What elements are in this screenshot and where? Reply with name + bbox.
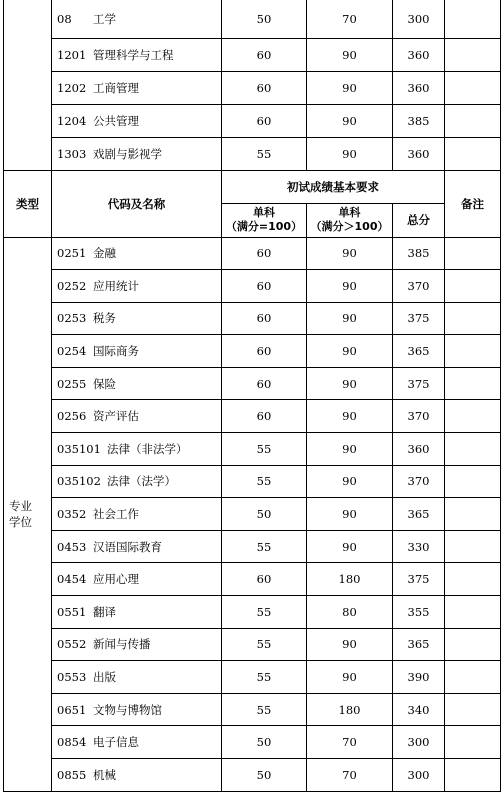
remark-cell (445, 302, 501, 335)
code-name-cell (52, 759, 222, 792)
program-code: 0254 (57, 344, 87, 359)
program-name: 税务 (93, 311, 116, 326)
score-single-over-100: 90 (307, 433, 393, 466)
score-single-over-100: 90 (307, 302, 393, 335)
code-name-cell (52, 270, 222, 303)
remark-cell (445, 563, 501, 596)
code-name-cell (52, 465, 222, 498)
code-name-cell (52, 628, 222, 661)
type-cell-academic (4, 0, 52, 170)
remark-cell (445, 71, 501, 104)
score-single-100: 60 (222, 71, 307, 104)
score-total: 360 (393, 137, 445, 170)
score-total: 330 (393, 530, 445, 563)
score-total: 365 (393, 335, 445, 368)
score-single-100: 55 (222, 433, 307, 466)
remark-cell (445, 693, 501, 726)
program-code: 0253 (57, 311, 87, 326)
table-row (4, 335, 501, 368)
table-row (4, 726, 501, 759)
code-name-cell (52, 661, 222, 694)
program-code: 0352 (57, 507, 87, 522)
remark-cell (445, 498, 501, 531)
score-total: 340 (393, 693, 445, 726)
score-total: 375 (393, 367, 445, 400)
table-row (4, 693, 501, 726)
remark-cell (445, 237, 501, 270)
score-total: 385 (393, 237, 445, 270)
score-single-over-100: 90 (307, 498, 393, 531)
score-single-100: 60 (222, 38, 307, 71)
score-total: 375 (393, 302, 445, 335)
code-name-cell (52, 726, 222, 759)
program-code: 0651 (57, 702, 87, 717)
program-name: 出版 (93, 670, 116, 685)
table-row (4, 596, 501, 629)
remark-cell (445, 38, 501, 71)
remark-cell (445, 270, 501, 303)
code-name-cell (52, 237, 222, 270)
code-name-cell (52, 0, 222, 38)
table-row (4, 104, 501, 137)
score-single-over-100: 70 (307, 0, 393, 38)
header-single-100 (222, 203, 307, 237)
program-name: 保险 (93, 376, 116, 391)
score-single-100: 55 (222, 693, 307, 726)
score-total: 385 (393, 104, 445, 137)
table-row (4, 433, 501, 466)
score-requirements-table (3, 0, 501, 792)
code-name-cell (52, 596, 222, 629)
type-cell-professional: 专业学位 (4, 237, 52, 791)
score-single-100: 60 (222, 237, 307, 270)
score-single-over-100: 70 (307, 759, 393, 792)
program-name: 社会工作 (93, 507, 139, 522)
remark-cell (445, 759, 501, 792)
table-row (4, 759, 501, 792)
score-single-over-100: 90 (307, 71, 393, 104)
program-name: 汉语国际教育 (93, 539, 162, 554)
program-name: 文物与博物馆 (93, 702, 162, 717)
score-single-over-100: 90 (307, 530, 393, 563)
header-single-100-line2: （满分=100） (225, 220, 303, 233)
score-single-over-100: 70 (307, 726, 393, 759)
remark-cell (445, 465, 501, 498)
program-name: 机械 (93, 767, 116, 782)
table-row (4, 498, 501, 531)
program-code: 0553 (57, 670, 87, 685)
program-code: 0255 (57, 376, 87, 391)
program-name: 工商管理 (93, 80, 139, 95)
score-total: 300 (393, 726, 445, 759)
score-total: 390 (393, 661, 445, 694)
remark-cell (445, 0, 501, 38)
score-single-over-100: 90 (307, 137, 393, 170)
program-code: 1202 (57, 80, 87, 95)
score-single-100: 55 (222, 137, 307, 170)
score-total: 300 (393, 759, 445, 792)
remark-cell (445, 137, 501, 170)
remark-cell (445, 400, 501, 433)
program-name: 国际商务 (93, 344, 139, 359)
score-single-over-100: 90 (307, 628, 393, 661)
remark-cell (445, 335, 501, 368)
table-row (4, 661, 501, 694)
remark-cell (445, 661, 501, 694)
code-name-cell (52, 693, 222, 726)
table-row (4, 563, 501, 596)
remark-cell (445, 726, 501, 759)
header-single-over-100-line1: 单科 (338, 206, 361, 219)
program-code: 0855 (57, 767, 87, 782)
code-name-cell (52, 530, 222, 563)
program-name: 应用心理 (93, 572, 139, 587)
program-code: 1303 (57, 146, 87, 161)
table-row (4, 237, 501, 270)
score-single-over-100: 90 (307, 400, 393, 433)
table-header (4, 170, 501, 237)
score-single-over-100: 90 (307, 367, 393, 400)
table-row (4, 0, 501, 38)
program-name: 法律（法学） (107, 474, 176, 489)
program-code: 0453 (57, 539, 87, 554)
code-name-cell (52, 563, 222, 596)
score-single-100: 55 (222, 628, 307, 661)
score-single-100: 60 (222, 563, 307, 596)
program-name: 公共管理 (93, 113, 139, 128)
program-code: 1201 (57, 47, 87, 62)
score-single-over-100: 90 (307, 335, 393, 368)
score-single-100: 50 (222, 498, 307, 531)
code-name-cell (52, 302, 222, 335)
remark-cell (445, 104, 501, 137)
score-single-100: 50 (222, 759, 307, 792)
score-single-over-100: 90 (307, 465, 393, 498)
header-code-name: 代码及名称 (52, 170, 222, 237)
score-single-100: 60 (222, 104, 307, 137)
upper-section (4, 0, 501, 170)
score-single-over-100: 180 (307, 563, 393, 596)
score-total: 360 (393, 38, 445, 71)
table-row (4, 270, 501, 303)
score-single-over-100: 180 (307, 693, 393, 726)
program-code: 0854 (57, 735, 87, 750)
score-single-over-100: 90 (307, 104, 393, 137)
remark-cell (445, 367, 501, 400)
score-total: 365 (393, 498, 445, 531)
score-total: 375 (393, 563, 445, 596)
code-name-cell (52, 498, 222, 531)
score-single-over-100: 80 (307, 596, 393, 629)
score-single-100: 60 (222, 335, 307, 368)
program-code: 0454 (57, 572, 87, 587)
score-total: 370 (393, 465, 445, 498)
table-row (4, 628, 501, 661)
program-name: 应用统计 (93, 278, 139, 293)
program-code: 0251 (57, 246, 87, 261)
code-name-cell (52, 400, 222, 433)
table-row (4, 400, 501, 433)
header-single-over-100-line2: （满分＞100） (310, 220, 389, 233)
score-single-100: 60 (222, 270, 307, 303)
program-code: 0252 (57, 278, 87, 293)
program-code: 0551 (57, 604, 87, 619)
score-single-over-100: 90 (307, 237, 393, 270)
score-single-over-100: 90 (307, 270, 393, 303)
table-row (4, 302, 501, 335)
header-remark: 备注 (445, 170, 501, 237)
score-total: 360 (393, 433, 445, 466)
score-total: 370 (393, 270, 445, 303)
program-code: 0552 (57, 637, 87, 652)
table-row (4, 137, 501, 170)
program-name: 新闻与传播 (93, 637, 151, 652)
code-name-cell (52, 433, 222, 466)
program-name: 电子信息 (93, 735, 139, 750)
score-single-100: 50 (222, 0, 307, 38)
table-row (4, 71, 501, 104)
score-total: 365 (393, 628, 445, 661)
table-row (4, 465, 501, 498)
remark-cell (445, 628, 501, 661)
score-single-100: 55 (222, 465, 307, 498)
header-requirement: 初试成绩基本要求 (222, 170, 445, 203)
score-single-over-100: 90 (307, 38, 393, 71)
program-name: 金融 (93, 246, 116, 261)
program-code: 0256 (57, 409, 87, 424)
table-row (4, 530, 501, 563)
program-name: 法律（非法学） (107, 441, 188, 456)
program-name: 戏剧与影视学 (93, 146, 162, 161)
program-name: 翻译 (93, 604, 116, 619)
code-name-cell (52, 367, 222, 400)
code-name-cell (52, 335, 222, 368)
score-total: 355 (393, 596, 445, 629)
code-name-cell (52, 38, 222, 71)
program-code: 08 (57, 11, 72, 26)
header-single-over-100 (307, 203, 393, 237)
program-name: 资产评估 (93, 409, 139, 424)
score-single-100: 60 (222, 400, 307, 433)
header-total: 总分 (393, 203, 445, 237)
score-single-100: 60 (222, 302, 307, 335)
program-name: 工学 (93, 11, 116, 26)
professional-degree-section (4, 237, 501, 791)
table-row (4, 38, 501, 71)
header-type: 类型 (4, 170, 52, 237)
table-row (4, 367, 501, 400)
program-code: 035101 (57, 441, 101, 456)
score-single-100: 55 (222, 596, 307, 629)
remark-cell (445, 530, 501, 563)
score-total: 360 (393, 71, 445, 104)
remark-cell (445, 596, 501, 629)
score-single-100: 50 (222, 726, 307, 759)
code-name-cell (52, 137, 222, 170)
code-name-cell (52, 104, 222, 137)
score-single-100: 60 (222, 367, 307, 400)
remark-cell (445, 433, 501, 466)
program-code: 035102 (57, 474, 101, 489)
header-single-100-line1: 单科 (253, 206, 275, 219)
score-single-100: 55 (222, 530, 307, 563)
score-total: 300 (393, 0, 445, 38)
code-name-cell (52, 71, 222, 104)
program-code: 1204 (57, 113, 87, 128)
program-name: 管理科学与工程 (93, 47, 174, 62)
score-total: 370 (393, 400, 445, 433)
score-single-over-100: 90 (307, 661, 393, 694)
score-single-100: 55 (222, 661, 307, 694)
